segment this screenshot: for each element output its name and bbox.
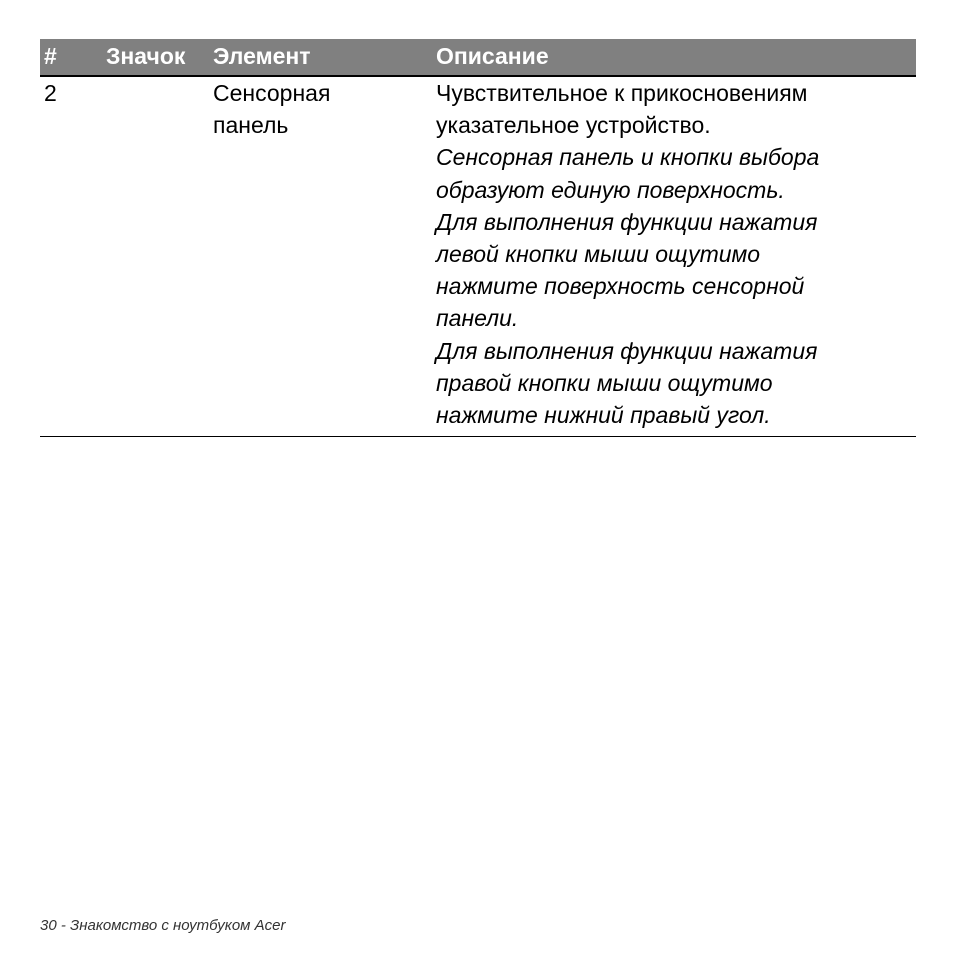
description-note-line: панели.	[436, 305, 519, 332]
table-header	[40, 39, 916, 77]
description-note-line: нажмите поверхность сенсорной	[436, 273, 805, 300]
description-line: указательное устройство.	[436, 112, 711, 139]
header-number: #	[44, 43, 57, 69]
description-note-line: левой кнопки мыши ощутимо	[436, 241, 761, 268]
row-number: 2	[44, 80, 57, 106]
row-description	[436, 77, 906, 431]
element-line: Сенсорная	[213, 80, 331, 106]
element-line: панель	[213, 112, 289, 139]
page-footer: 30 - Знакомство с ноутбуком Acer	[40, 917, 286, 934]
feature-table	[40, 39, 916, 437]
row-element	[213, 77, 423, 141]
table-row	[40, 77, 916, 437]
description-note-line: Для выполнения функции нажатия	[436, 208, 818, 235]
header-description: Описание	[436, 43, 549, 69]
description-note-line: Для выполнения функции нажатия	[436, 337, 818, 364]
description-line: Чувствительное к прикосновениям	[436, 80, 808, 106]
description-note-line: образуют единую поверхность.	[436, 176, 785, 203]
description-note-line: нажмите нижний правый угол.	[436, 402, 771, 429]
header-element: Элемент	[213, 43, 311, 69]
description-note-line: правой кнопки мыши ощутимо	[436, 369, 773, 396]
description-note-line: Сенсорная панель и кнопки выбора	[436, 144, 820, 171]
header-icon: Значок	[106, 43, 186, 69]
